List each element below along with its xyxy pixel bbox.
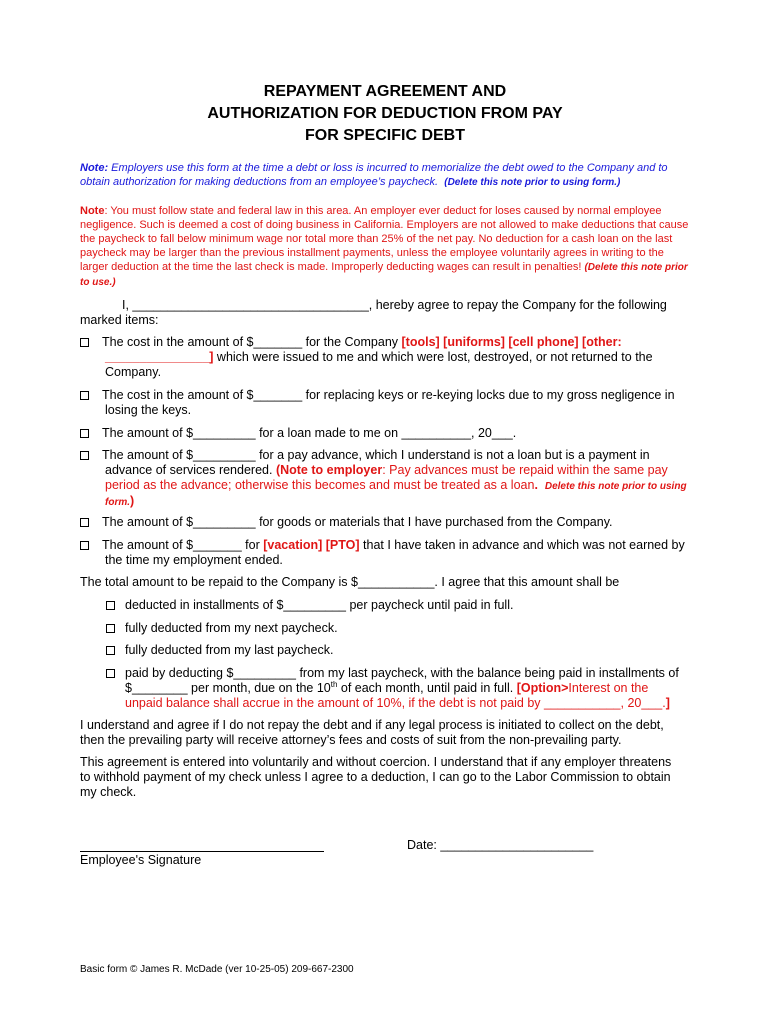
checkbox-advance[interactable]: [80, 451, 89, 460]
item-vacation-options: [vacation] [PTO]: [263, 538, 360, 552]
item-goods: [80, 515, 690, 530]
item-advance-note-text-2: period as the advance; otherwise this becomes and must be treated as a loan: [105, 478, 535, 492]
intro-line-1: I, __________________________________, hereby agree to repay the Company for the following: [122, 298, 667, 312]
signature-label: Employee's Signature: [80, 853, 202, 867]
option-last-paycheck-text: fully deducted from my last paycheck.: [125, 643, 334, 657]
legal-note-label: Note: [80, 205, 105, 217]
checkbox-last-paycheck[interactable]: [106, 646, 115, 655]
title-line-1: REPAYMENT AGREEMENT AND: [263, 83, 507, 100]
checkbox-loan[interactable]: [80, 429, 89, 438]
item-tools-text: The cost in the amount of $_______ for the Company: [102, 335, 402, 349]
item-loan-text: The amount of $_________ for a loan made to me on __________, 20___.: [102, 426, 517, 440]
item-vacation-text: The amount of $_______ for: [102, 538, 264, 552]
checkbox-tools[interactable]: [80, 338, 89, 347]
checkbox-vacation[interactable]: [80, 541, 89, 550]
option-next-paycheck: [106, 621, 691, 636]
option-interest-label: [Option>: [516, 681, 569, 695]
checkbox-installments[interactable]: [106, 601, 115, 610]
option-interest-text-2: unpaid balance shall accrue in the amount of 10%, if the debt is not paid by ___________, 20___.: [125, 696, 666, 710]
item-advance-text-2: advance of services rendered.: [105, 463, 276, 477]
item-keys: [80, 388, 690, 418]
signature-line[interactable]: [80, 851, 324, 852]
option-next-paycheck-text: fully deducted from my next paycheck.: [125, 621, 338, 635]
item-tools: [80, 335, 690, 380]
item-goods-text: The amount of $_________ for goods or materials that I have purchased from the Company.: [102, 515, 613, 529]
option-paid-superscript: th: [330, 679, 338, 689]
voluntary-line-1: This agreement is entered into voluntarily and without coercion. I understand that if any employer threatens: [80, 755, 672, 769]
employer-note-label: Note:: [80, 162, 109, 174]
option-installments-text: deducted in installments of $_________ per paycheck until paid in full.: [125, 598, 514, 612]
item-advance-note-close: ): [130, 494, 135, 508]
legal-note: [80, 204, 695, 290]
title-line-2: AUTHORIZATION FOR DEDUCTION FROM PAY: [207, 105, 563, 122]
attorney-fees-line-1: I understand and agree if I do not repay the debt and if any legal process is initiated to collect on the debt,: [80, 718, 664, 732]
item-vacation: [80, 538, 690, 568]
voluntary-line-2: to withhold payment of my check unless I agree to a deduction, I can go to the Labor Commission to obtain: [80, 770, 671, 784]
item-advance-text: The amount of $_________ for a pay advance, which I understand is not a loan but is a payment in: [102, 448, 650, 462]
title-line-3: FOR SPECIFIC DEBT: [304, 127, 465, 144]
item-tools-options: [tools] [uniforms] [cell phone] [other:: [401, 335, 622, 349]
employer-note-text: Employers use this form at the time a debt or loss is incurred to memorialize the debt owed to the Company and to obtain authorization for making deductions from an employee’s paycheck.: [80, 162, 668, 188]
item-keys-text-2: losing the keys.: [105, 403, 192, 417]
checkbox-keys[interactable]: [80, 391, 89, 400]
footer-copyright: Basic form © James R. McDade (ver 10-25-05) 209-667-2300: [80, 964, 354, 975]
item-tools-text-2: which were issued to me and which were lost, destroyed, or not returned to the: [213, 350, 653, 364]
voluntary-line-3: my check.: [80, 785, 137, 799]
item-advance-delete-note: Delete this note prior to using: [544, 481, 687, 492]
item-vacation-text-2: that I have taken in advance and which was not earned by: [359, 538, 685, 552]
employer-note: [80, 161, 695, 190]
option-paid-text-3: of each month, until paid in full.: [337, 681, 517, 695]
item-vacation-text-3: the time my employment ended.: [105, 553, 283, 567]
option-installments: [106, 598, 691, 613]
option-paid-by-deducting: [106, 666, 691, 711]
item-advance-delete-note-2: form.: [105, 497, 130, 508]
attorney-fees-paragraph: [80, 718, 700, 748]
item-tools-text-3: Company.: [105, 365, 162, 379]
item-advance: [80, 448, 690, 510]
option-last-paycheck: [106, 643, 691, 658]
option-paid-text: paid by deducting $_________ from my last paycheck, with the balance being paid in installments of: [125, 666, 679, 680]
option-paid-text-2: $________ per month, due on the 10: [125, 681, 331, 695]
total-line: The total amount to be repaid to the Company is $___________. I agree that this amount shall be: [80, 575, 620, 589]
intro-line-2: marked items:: [80, 313, 159, 327]
checkbox-paid-by-deducting[interactable]: [106, 669, 115, 678]
checkbox-goods[interactable]: [80, 518, 89, 527]
option-interest-text: Interest on the: [568, 681, 649, 695]
item-advance-note-text: : Pay advances must be repaid within the same pay: [382, 463, 668, 477]
employer-note-delete: (Delete this note prior to using form.): [444, 177, 621, 188]
option-interest-close: ]: [665, 696, 670, 710]
item-advance-note-label: (Note to employer: [275, 463, 383, 477]
checkbox-next-paycheck[interactable]: [106, 624, 115, 633]
item-advance-note-period: .: [534, 478, 538, 492]
date-field[interactable]: Date: ______________________: [407, 838, 594, 852]
legal-note-text: : You must follow state and federal law in this area. An employer ever deduct for loses caused by normal employee negligence. Such is deemed a cost of doing business in California. Employers are not allowed to make deductions that cause the paycheck to fall below minimum wage nor total more than 25% of the net pay. No deduction for a cash loan on the last paycheck may be larger than the previous installment payments, unless the employee voluntarily agrees in writing to the larger deduction at the time the last check is made. Improperly deducting wages can result in penalties!: [80, 205, 689, 273]
attorney-fees-line-2: then the prevailing party will receive attorney’s fees and costs of suit from the non-prevailing party.: [80, 733, 622, 747]
item-keys-text: The cost in the amount of $_______ for replacing keys or re-keying locks due to my gross negligence in: [102, 388, 675, 402]
item-tools-other-blank: _______________]: [105, 350, 214, 364]
item-loan: [80, 426, 690, 441]
voluntary-agreement-paragraph: [80, 755, 700, 800]
legal-note-delete: (Delete this note prior to use.): [80, 262, 688, 288]
